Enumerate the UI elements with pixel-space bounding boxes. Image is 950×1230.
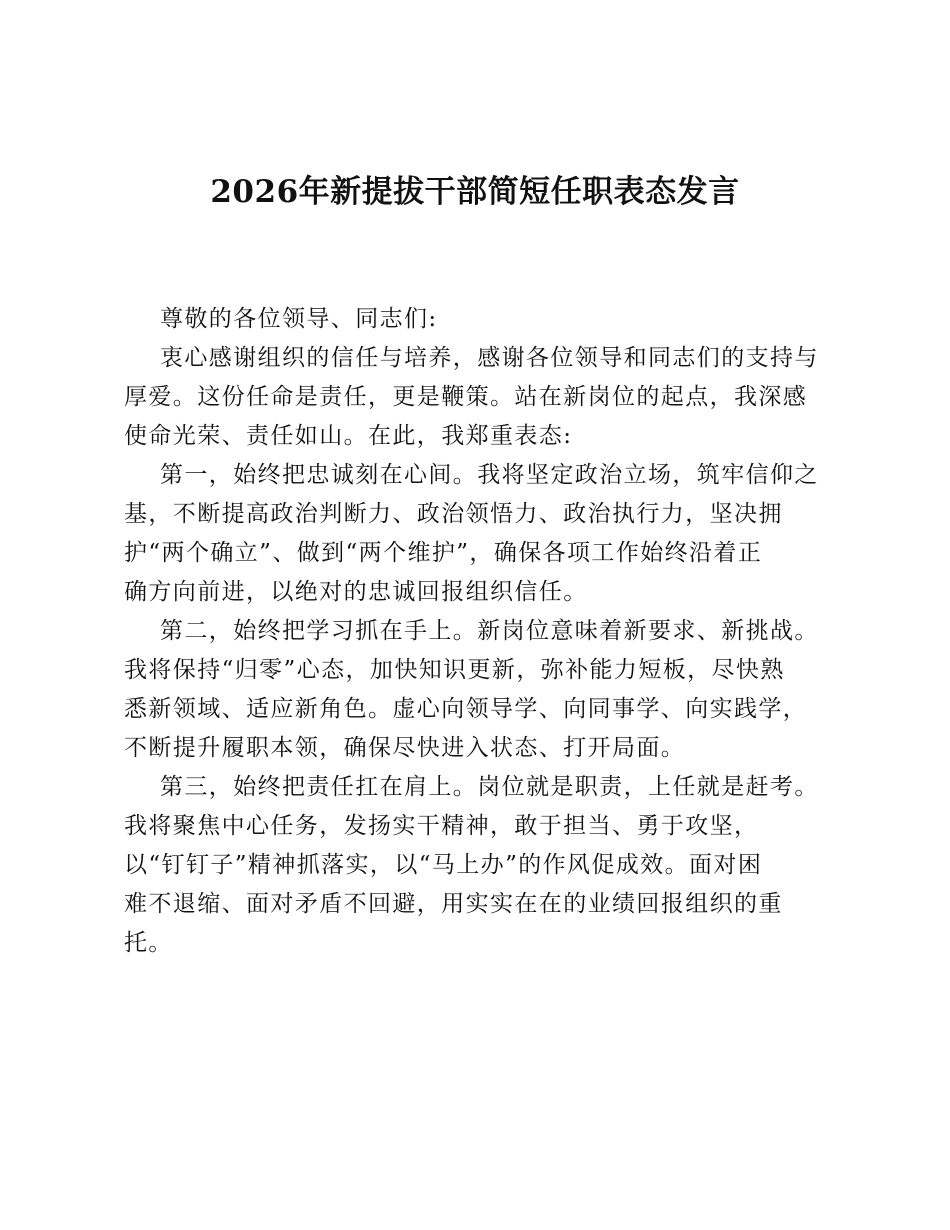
paragraph-line: 第三，始终把责任扛在肩上。岗位就是职责，上任就是赶考。 bbox=[160, 774, 819, 800]
paragraph-line: 难不退缩、面对矛盾不回避，用实实在在的业绩回报组织的重 bbox=[124, 891, 783, 917]
paragraph-line: 使命光荣、责任如山。在此，我郑重表态: bbox=[124, 423, 573, 449]
paragraph-line: 厚爱。这份任命是责任，更是鞭策。站在新岗位的起点，我深感 bbox=[124, 384, 808, 410]
paragraph-line: 托。 bbox=[124, 930, 173, 956]
paragraph-line: 以“钉钉子”精神抓落实，以“马上办”的作风促成效。面对困 bbox=[124, 852, 763, 878]
paragraph-line: 第一，始终把忠诚刻在心间。我将坚定政治立场，筑牢信仰之 bbox=[160, 462, 819, 488]
paragraph-line: 悉新领域、适应新角色。虚心向领导学、向同事学、向实践学， bbox=[124, 696, 808, 722]
salutation-line: 尊敬的各位领导、同志们: bbox=[160, 306, 438, 332]
paragraph-line: 护“两个确立”、做到“两个维护”，确保各项工作始终沿着正 bbox=[124, 540, 763, 566]
paragraph-line: 第二，始终把学习抓在手上。新岗位意味着新要求、新挑战。 bbox=[160, 618, 819, 644]
paragraph-line: 我将保持“归零”心态，加快知识更新，弥补能力短板，尽快熟 bbox=[124, 657, 785, 683]
document-body bbox=[124, 300, 844, 963]
paragraph-line: 不断提升履职本领，确保尽快进入状态、打开局面。 bbox=[124, 735, 686, 761]
paragraph-line: 衷心感谢组织的信任与培养，感谢各位领导和同志们的支持与 bbox=[160, 345, 819, 371]
paragraph-line: 基，不断提高政治判断力、政治领悟力、政治执行力，坚决拥 bbox=[124, 501, 783, 527]
paragraph-line: 我将聚焦中心任务，发扬实干精神，敢于担当、勇于攻坚， bbox=[124, 813, 759, 839]
paragraph-line: 确方向前进，以绝对的忠诚回报组织信任。 bbox=[124, 579, 588, 605]
document-title: 2026年新提拔干部简短任职表态发言 bbox=[210, 174, 740, 210]
